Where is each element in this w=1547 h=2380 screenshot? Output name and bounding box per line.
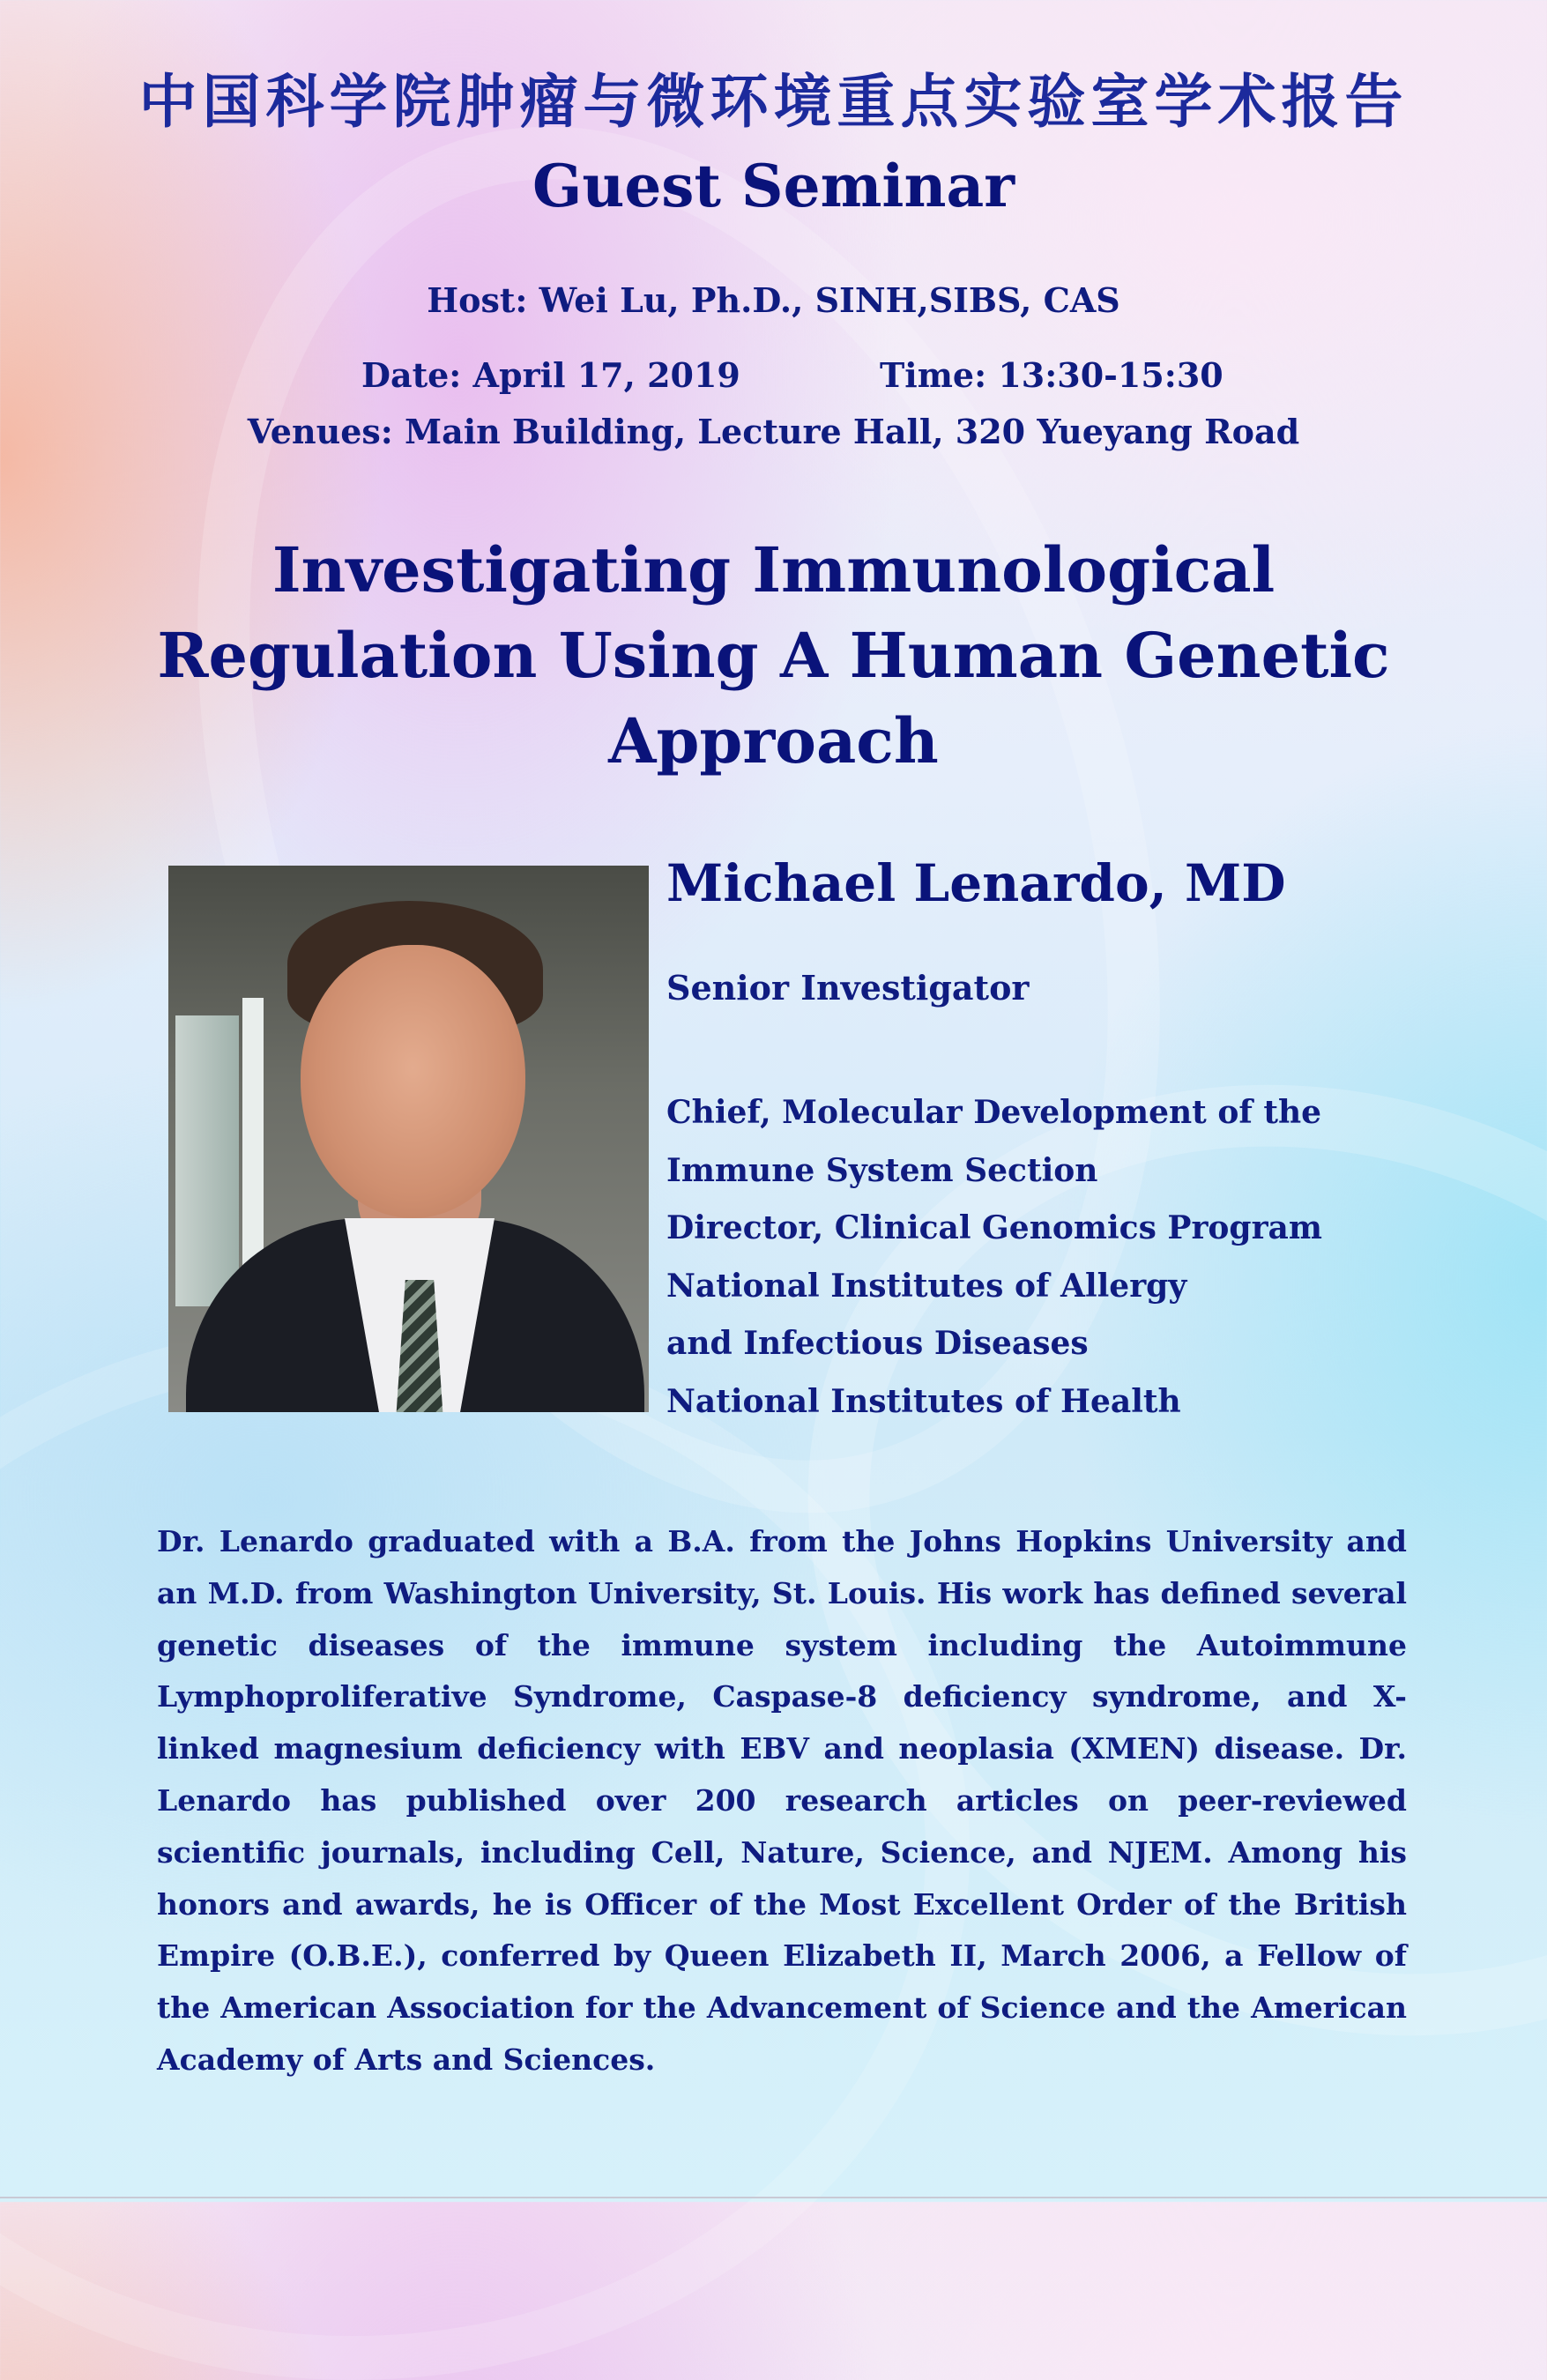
speaker-name: Michael Lenardo, MD <box>666 853 1286 913</box>
affiliation-line: National Institutes of Allergy <box>666 1267 1187 1305</box>
speaker-affiliations <box>666 1084 1322 1431</box>
talk-title: Investigating Immunological Regulation Using A Human Genetic Approach <box>157 533 1390 777</box>
time-line: Time: 13:30-15:30 <box>880 355 1223 395</box>
speaker-position: Senior Investigator <box>666 968 1030 1008</box>
affiliation-line: and Infectious Diseases <box>666 1325 1089 1362</box>
affiliation-line: Immune System Section <box>666 1151 1098 1189</box>
speaker-biography: Dr. Lenardo graduated with a B.A. from the Johns Hopkins University and an M.D. from Washington University, St. Louis. His work has defined several genetic diseases of the immune system including the Autoimmune Lymphoproliferative Syndrome, Caspase-8 deficiency syndrome, and X-linked magnesium deficiency with EBV and neoplasia (XMEN) disease. Dr. Lenardo has published over 200 research articles on peer-reviewed scientific journals, including Cell, Nature, Science, and NJEM. Among his honors and awards, he is Officer of the Most Excellent Order of the British Empire (O.B.E.), conferred by Queen Elizabeth II, March 2006, a Fellow of the American Association for the Advancement of Science and the American Academy of Arts and Sciences. <box>157 1524 1407 2077</box>
speaker-photo <box>168 866 649 1412</box>
affiliation-line: National Institutes of Health <box>666 1382 1181 1420</box>
photo-background-window <box>175 1015 239 1306</box>
date-line: Date: April 17, 2019 <box>361 355 740 395</box>
affiliation-line: Chief, Molecular Development of the <box>666 1094 1322 1131</box>
seminar-label: Guest Seminar <box>532 152 1015 220</box>
page-bottom-divider <box>0 2197 1547 2198</box>
host-line: Host: Wei Lu, Ph.D., SINH,SIBS, CAS <box>427 280 1120 320</box>
affiliation-line: Director, Clinical Genomics Program <box>666 1209 1322 1246</box>
venue-line: Venues: Main Building, Lecture Hall, 320 Yueyang Road <box>247 412 1300 451</box>
lab-title-chinese: 中国科学院肿瘤与微环境重点实验室学术报告 <box>138 68 1409 136</box>
photo-face <box>301 945 525 1218</box>
